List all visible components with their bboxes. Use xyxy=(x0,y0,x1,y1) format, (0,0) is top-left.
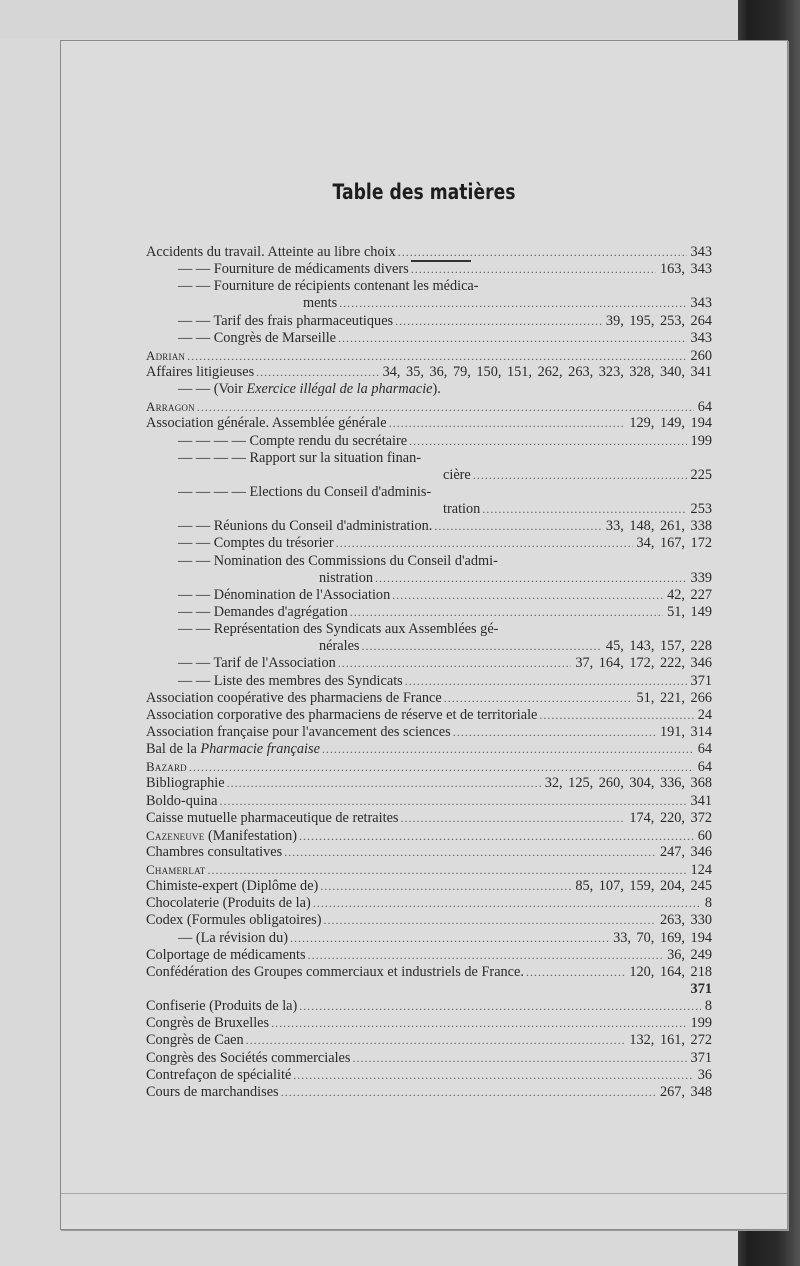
toc-entry xyxy=(178,484,712,501)
toc-entry xyxy=(146,981,712,998)
toc-entry-pages: 39, 195, 253, 264 xyxy=(605,312,712,329)
toc-entry-pages: 124 xyxy=(690,862,712,879)
toc-entry-pages: 34, 35, 36, 79, 150, 151, 262, 263, 323, 328, 340, 341 xyxy=(382,363,712,380)
toc-entry-text: Boldo-quina xyxy=(146,792,218,809)
toc-entry-text: — — Comptes du trésorier xyxy=(178,535,334,552)
toc-entry xyxy=(146,690,712,707)
toc-entry xyxy=(178,553,712,570)
dot-leader xyxy=(313,895,701,912)
toc-entry xyxy=(146,724,712,741)
toc-entry-text: — — Congrès de Marseille xyxy=(178,329,337,346)
dot-leader xyxy=(338,330,687,347)
toc-entry xyxy=(178,604,712,621)
scan-background xyxy=(0,0,738,38)
toc-entry-pages: 191, 314 xyxy=(659,723,712,740)
toc-entry xyxy=(146,947,712,964)
dot-leader xyxy=(473,467,687,484)
toc-entry-text: Cours de marchandises xyxy=(146,1083,279,1100)
toc-entry-label xyxy=(443,467,471,484)
toc-entry-label xyxy=(319,570,373,587)
toc-entry-label xyxy=(178,261,409,278)
toc-entry-text: Association coopérative des pharmaciens de France xyxy=(146,689,442,706)
toc-entry xyxy=(146,1084,712,1101)
toc-entry-pages: 199 xyxy=(690,432,712,449)
toc-entry-label xyxy=(303,295,337,312)
toc-entry-label xyxy=(146,793,217,810)
toc-entry-text: Association française pour l'avancement des sciences xyxy=(146,723,451,740)
toc-entry xyxy=(146,964,712,981)
toc-entry xyxy=(146,844,712,861)
dot-leader xyxy=(409,433,686,450)
toc-entry-pages: 51, 149 xyxy=(667,603,712,620)
toc-entry-label xyxy=(146,1015,269,1032)
toc-entry-pages: 85, 107, 159, 204, 245 xyxy=(575,878,712,895)
toc-entry xyxy=(146,810,712,827)
toc-entry xyxy=(146,244,712,261)
dot-leader xyxy=(352,1050,686,1067)
dot-leader xyxy=(207,862,686,879)
toc-entry-pages: 339 xyxy=(690,569,712,586)
toc-entry-pages: 51, 221, 266 xyxy=(636,689,712,706)
toc-entry-label xyxy=(178,313,393,330)
toc-entry xyxy=(178,278,712,295)
toc-entry-text: Association générale. Assemblée générale xyxy=(146,415,387,432)
toc-entry-label xyxy=(178,535,334,552)
toc-entry xyxy=(178,261,712,278)
toc-entry xyxy=(146,998,712,1015)
dot-leader xyxy=(189,759,694,776)
toc-entry-text: Bibliographie xyxy=(146,775,225,792)
toc-entry-text: Chambres consultatives xyxy=(146,843,283,860)
toc-entry-label xyxy=(178,484,431,501)
toc-entry-text: Affaires litigieuses xyxy=(146,363,255,380)
toc-entry-label xyxy=(146,364,254,381)
toc-entry-text: nérales xyxy=(319,638,360,655)
dot-leader xyxy=(299,998,701,1015)
toc-entry-pages: 225 xyxy=(690,466,712,483)
toc-entry-label xyxy=(146,1050,350,1067)
toc-entry-text: — — Tarif des frais pharmaceutiques xyxy=(178,312,394,329)
toc-entry-label xyxy=(178,381,441,398)
toc-entry-label xyxy=(178,604,348,621)
dot-leader xyxy=(293,1067,693,1084)
toc-entry xyxy=(178,655,712,672)
toc-entry-pages: 343 xyxy=(690,329,712,346)
toc-entry xyxy=(146,415,712,432)
toc-entry-label xyxy=(178,553,498,570)
toc-entry-text: Chimiste-expert (Diplôme de) xyxy=(146,878,319,895)
toc-entry-label xyxy=(146,1067,291,1084)
toc-entry-name: Bazard xyxy=(146,759,187,775)
dot-leader xyxy=(246,1032,626,1049)
toc-entry-pages: 33, 70, 169, 194 xyxy=(613,929,712,946)
toc-entry-text: Confiserie (Produits de la) xyxy=(146,998,298,1015)
toc-entry-pages: 341 xyxy=(690,792,712,809)
toc-entry-pages: 260 xyxy=(690,347,712,364)
toc-entry xyxy=(146,895,712,912)
toc-entry-label xyxy=(146,912,322,929)
toc-entry-text: Bal de la xyxy=(146,741,197,758)
toc-entry-text: — — Liste des membres des Syndicats xyxy=(178,672,403,689)
toc-entry-text: — — Réunions du Conseil d'administration. xyxy=(178,518,433,535)
toc-entry-label xyxy=(178,433,407,450)
toc-entry-pages: 253 xyxy=(690,501,712,518)
toc-entry-label xyxy=(178,518,432,535)
toc-entry-text: — — Dénomination de l'Association xyxy=(178,586,391,603)
dot-leader xyxy=(299,828,694,845)
toc-entry-text: Contrefaçon de spécialité xyxy=(146,1066,292,1083)
toc-entry-label xyxy=(146,724,451,741)
toc-entry xyxy=(178,587,712,604)
toc-entry-pages: 371 xyxy=(690,981,712,998)
dot-leader xyxy=(320,878,571,895)
dot-leader xyxy=(411,261,656,278)
dot-leader xyxy=(453,724,656,741)
toc-entry-pages: 64 xyxy=(697,741,712,758)
toc-entry-text: — — Représentation des Syndicats aux Assemblées gé- xyxy=(178,621,499,638)
toc-entry-label xyxy=(146,878,318,895)
toc-entry xyxy=(178,673,712,690)
toc-entry xyxy=(146,364,712,381)
dot-leader xyxy=(361,638,601,655)
toc-entry-pages: 45, 143, 157, 228 xyxy=(605,638,712,655)
toc-entry xyxy=(146,1050,712,1067)
dot-leader xyxy=(375,570,687,587)
toc-entry-text: Congrès de Bruxelles xyxy=(146,1015,270,1032)
toc-entry-name: Chamerlat xyxy=(146,862,206,878)
toc-entry xyxy=(443,467,712,484)
toc-entry-text: Congrès des Sociétés commerciales xyxy=(146,1049,351,1066)
toc-entry-text: Caisse mutuelle pharmaceutique de retraites xyxy=(146,809,399,826)
toc-entry-text: — — Tarif de l'Association xyxy=(178,655,336,672)
toc-entry-pages: 32, 125, 260, 304, 336, 368 xyxy=(544,775,712,792)
toc-entry-text: Congrès de Caen xyxy=(146,1032,244,1049)
dot-leader xyxy=(338,655,572,672)
toc-entry xyxy=(303,295,712,312)
toc-entry-text: — — Fourniture de médicaments divers xyxy=(178,261,409,278)
toc-entry-text: Accidents du travail. Atteinte au libre choix xyxy=(146,244,396,260)
toc-entry-pages: 64 xyxy=(697,759,712,776)
toc-entry-text: tration xyxy=(443,501,481,518)
toc-entry-text: Chocolaterie (Produits de la) xyxy=(146,895,311,912)
toc-entry xyxy=(178,535,712,552)
toc-entry xyxy=(443,501,712,518)
toc-entry-pages: 34, 167, 172 xyxy=(636,535,712,552)
toc-entry-label xyxy=(146,1032,244,1049)
toc-entry-text: ments xyxy=(303,295,338,312)
toc-entry-text: — — — — Elections du Conseil d'adminis- xyxy=(178,483,432,500)
toc-entry-label xyxy=(146,895,311,912)
toc-entry xyxy=(146,398,712,415)
toc-entry-name: Cazeneuve xyxy=(146,827,205,843)
toc-entry xyxy=(146,1032,712,1049)
toc-entry-label xyxy=(146,758,187,776)
toc-entry-pages: 36, 249 xyxy=(667,946,712,963)
toc-entry-label xyxy=(178,450,421,467)
toc-entry xyxy=(319,570,712,587)
toc-entry-label xyxy=(178,330,336,347)
toc-entry-label xyxy=(146,964,524,981)
dot-leader xyxy=(400,810,625,827)
dot-leader xyxy=(398,244,687,261)
toc-entry xyxy=(178,313,712,330)
toc-entry-label xyxy=(443,501,480,518)
toc-entry xyxy=(178,518,712,535)
toc-entry-pages: 343 xyxy=(690,244,712,260)
toc-entry-pages: 371 xyxy=(690,1049,712,1066)
toc-entry-pages: 132, 161, 272 xyxy=(629,1032,712,1049)
toc-entry-label xyxy=(146,398,195,416)
toc-entry xyxy=(178,330,712,347)
toc-entry-pages: 64 xyxy=(697,399,712,416)
toc-entry-label xyxy=(146,347,185,365)
toc-entry-pages: 129, 149, 194 xyxy=(629,415,712,432)
toc-entry-pages: 60 xyxy=(697,827,712,844)
toc-entry xyxy=(178,381,712,398)
toc-entry xyxy=(146,758,712,775)
toc-entry-label xyxy=(146,861,205,879)
dot-leader xyxy=(350,604,663,621)
toc-entry xyxy=(178,433,712,450)
dot-leader xyxy=(271,1015,686,1032)
toc-entry xyxy=(146,793,712,810)
toc-entry-text: — — Demandes d'agrégation xyxy=(178,603,348,620)
dot-leader xyxy=(308,947,664,964)
dot-leader xyxy=(219,793,686,810)
toc-entry-pages: 8 xyxy=(704,895,712,912)
dot-leader xyxy=(290,930,609,947)
toc-entry-label xyxy=(146,998,297,1015)
toc-entry-label xyxy=(146,1084,279,1101)
dot-leader xyxy=(284,844,656,861)
toc-entry xyxy=(146,775,712,792)
toc-entry-label xyxy=(178,930,288,947)
toc-entry-text: — — Fourniture de récipients contenant les médica- xyxy=(178,278,479,295)
toc-entry-label xyxy=(146,947,306,964)
toc-entry-label xyxy=(178,621,498,638)
page-title: Table des matières xyxy=(332,180,516,204)
toc-entry-label xyxy=(319,638,359,655)
toc-entry-label xyxy=(146,775,225,792)
dot-leader xyxy=(395,313,602,330)
toc-entry-label xyxy=(146,707,537,724)
dot-leader xyxy=(281,1084,656,1101)
toc-entry-text: Confédération des Groupes commerciaux et industriels de France. xyxy=(146,963,524,980)
toc-entry-italic: Pharmacie française xyxy=(200,741,320,758)
toc-entry-pages: 163, 343 xyxy=(659,261,712,278)
toc-entry-pages: 8 xyxy=(704,998,712,1015)
toc-entry-pages: 42, 227 xyxy=(667,586,712,603)
toc-entry-label xyxy=(178,278,479,295)
toc-entry-pages: 343 xyxy=(690,295,712,312)
toc-entry xyxy=(146,1015,712,1032)
toc-entry-label xyxy=(178,655,336,672)
toc-entry xyxy=(319,638,712,655)
dot-leader xyxy=(324,912,656,929)
toc-entry-text: — — (Voir xyxy=(178,381,243,398)
toc-entry xyxy=(146,912,712,929)
toc-entry-pages: 263, 330 xyxy=(659,912,712,929)
toc-entry xyxy=(146,707,712,724)
dot-leader xyxy=(187,348,686,365)
toc-entry-label xyxy=(178,673,403,690)
toc-entry-pages: 36 xyxy=(697,1066,712,1083)
toc-entry-pages: 247, 346 xyxy=(659,843,712,860)
toc-entry-text: — — — — Compte rendu du secrétaire xyxy=(178,432,408,449)
dot-leader xyxy=(389,415,626,432)
toc-entry-text: cière xyxy=(443,466,471,483)
dot-leader xyxy=(227,775,541,792)
toc-entry-italic: Exercice illégal de la pharmacie xyxy=(246,381,433,398)
toc-entry-label xyxy=(146,827,297,845)
toc-entry-label xyxy=(146,244,396,261)
dot-leader xyxy=(444,690,633,707)
toc-entry xyxy=(146,1067,712,1084)
toc-entry-text: nistration xyxy=(319,569,374,586)
toc-entry-label xyxy=(146,741,320,758)
toc-entry xyxy=(178,621,712,638)
toc-entry xyxy=(178,930,712,947)
toc-entry-label xyxy=(146,844,282,861)
toc-entry-text: Association corporative des pharmaciens de réserve et de territoriale xyxy=(146,706,538,723)
toc-entry-text: — — Nomination des Commissions du Conseil d'admi- xyxy=(178,552,498,569)
toc-entry-label xyxy=(146,415,387,432)
dot-leader xyxy=(405,673,687,690)
toc-entry-name: Adrian xyxy=(146,347,186,363)
dot-leader xyxy=(392,587,663,604)
toc-entry xyxy=(146,741,712,758)
toc-entry xyxy=(146,827,712,844)
toc-entry xyxy=(146,347,712,364)
table-of-contents xyxy=(146,244,712,1101)
dot-leader xyxy=(256,364,378,381)
toc-entry-label xyxy=(146,690,442,707)
toc-entry-text: — (La révision du) xyxy=(178,929,288,946)
toc-entry-pages: 37, 164, 172, 222, 346 xyxy=(575,655,712,672)
dot-leader xyxy=(482,501,686,518)
dot-leader xyxy=(539,707,693,724)
toc-entry xyxy=(146,861,712,878)
toc-entry-pages: 267, 348 xyxy=(659,1083,712,1100)
toc-entry-name: Arragon xyxy=(146,399,195,415)
toc-entry-text: Codex (Formules obligatoires) xyxy=(146,912,322,929)
dot-leader xyxy=(434,518,602,535)
toc-entry xyxy=(146,878,712,895)
toc-entry-pages: 120, 164, 218 xyxy=(629,963,712,980)
toc-entry-label xyxy=(178,587,390,604)
toc-entry-pages: 174, 220, 372 xyxy=(629,809,712,826)
toc-entry-text: — — — — Rapport sur la situation finan- xyxy=(178,449,422,466)
dot-leader xyxy=(322,741,694,758)
page-bottom-rule xyxy=(61,1193,787,1194)
dot-leader xyxy=(336,535,633,552)
toc-entry xyxy=(178,450,712,467)
toc-entry-suffix: (Manifestation) xyxy=(204,827,297,844)
dot-leader xyxy=(197,399,694,416)
toc-entry-pages: 33, 148, 261, 338 xyxy=(605,518,712,535)
dot-leader xyxy=(526,964,625,981)
toc-entry-pages: 24 xyxy=(697,706,712,723)
toc-entry-text: Colportage de médicaments xyxy=(146,946,306,963)
toc-entry-suffix: ). xyxy=(432,381,441,398)
dot-leader xyxy=(339,295,686,312)
toc-entry-pages: 371 xyxy=(690,672,712,689)
toc-entry-pages: 199 xyxy=(690,1015,712,1032)
toc-entry-label xyxy=(146,810,398,827)
